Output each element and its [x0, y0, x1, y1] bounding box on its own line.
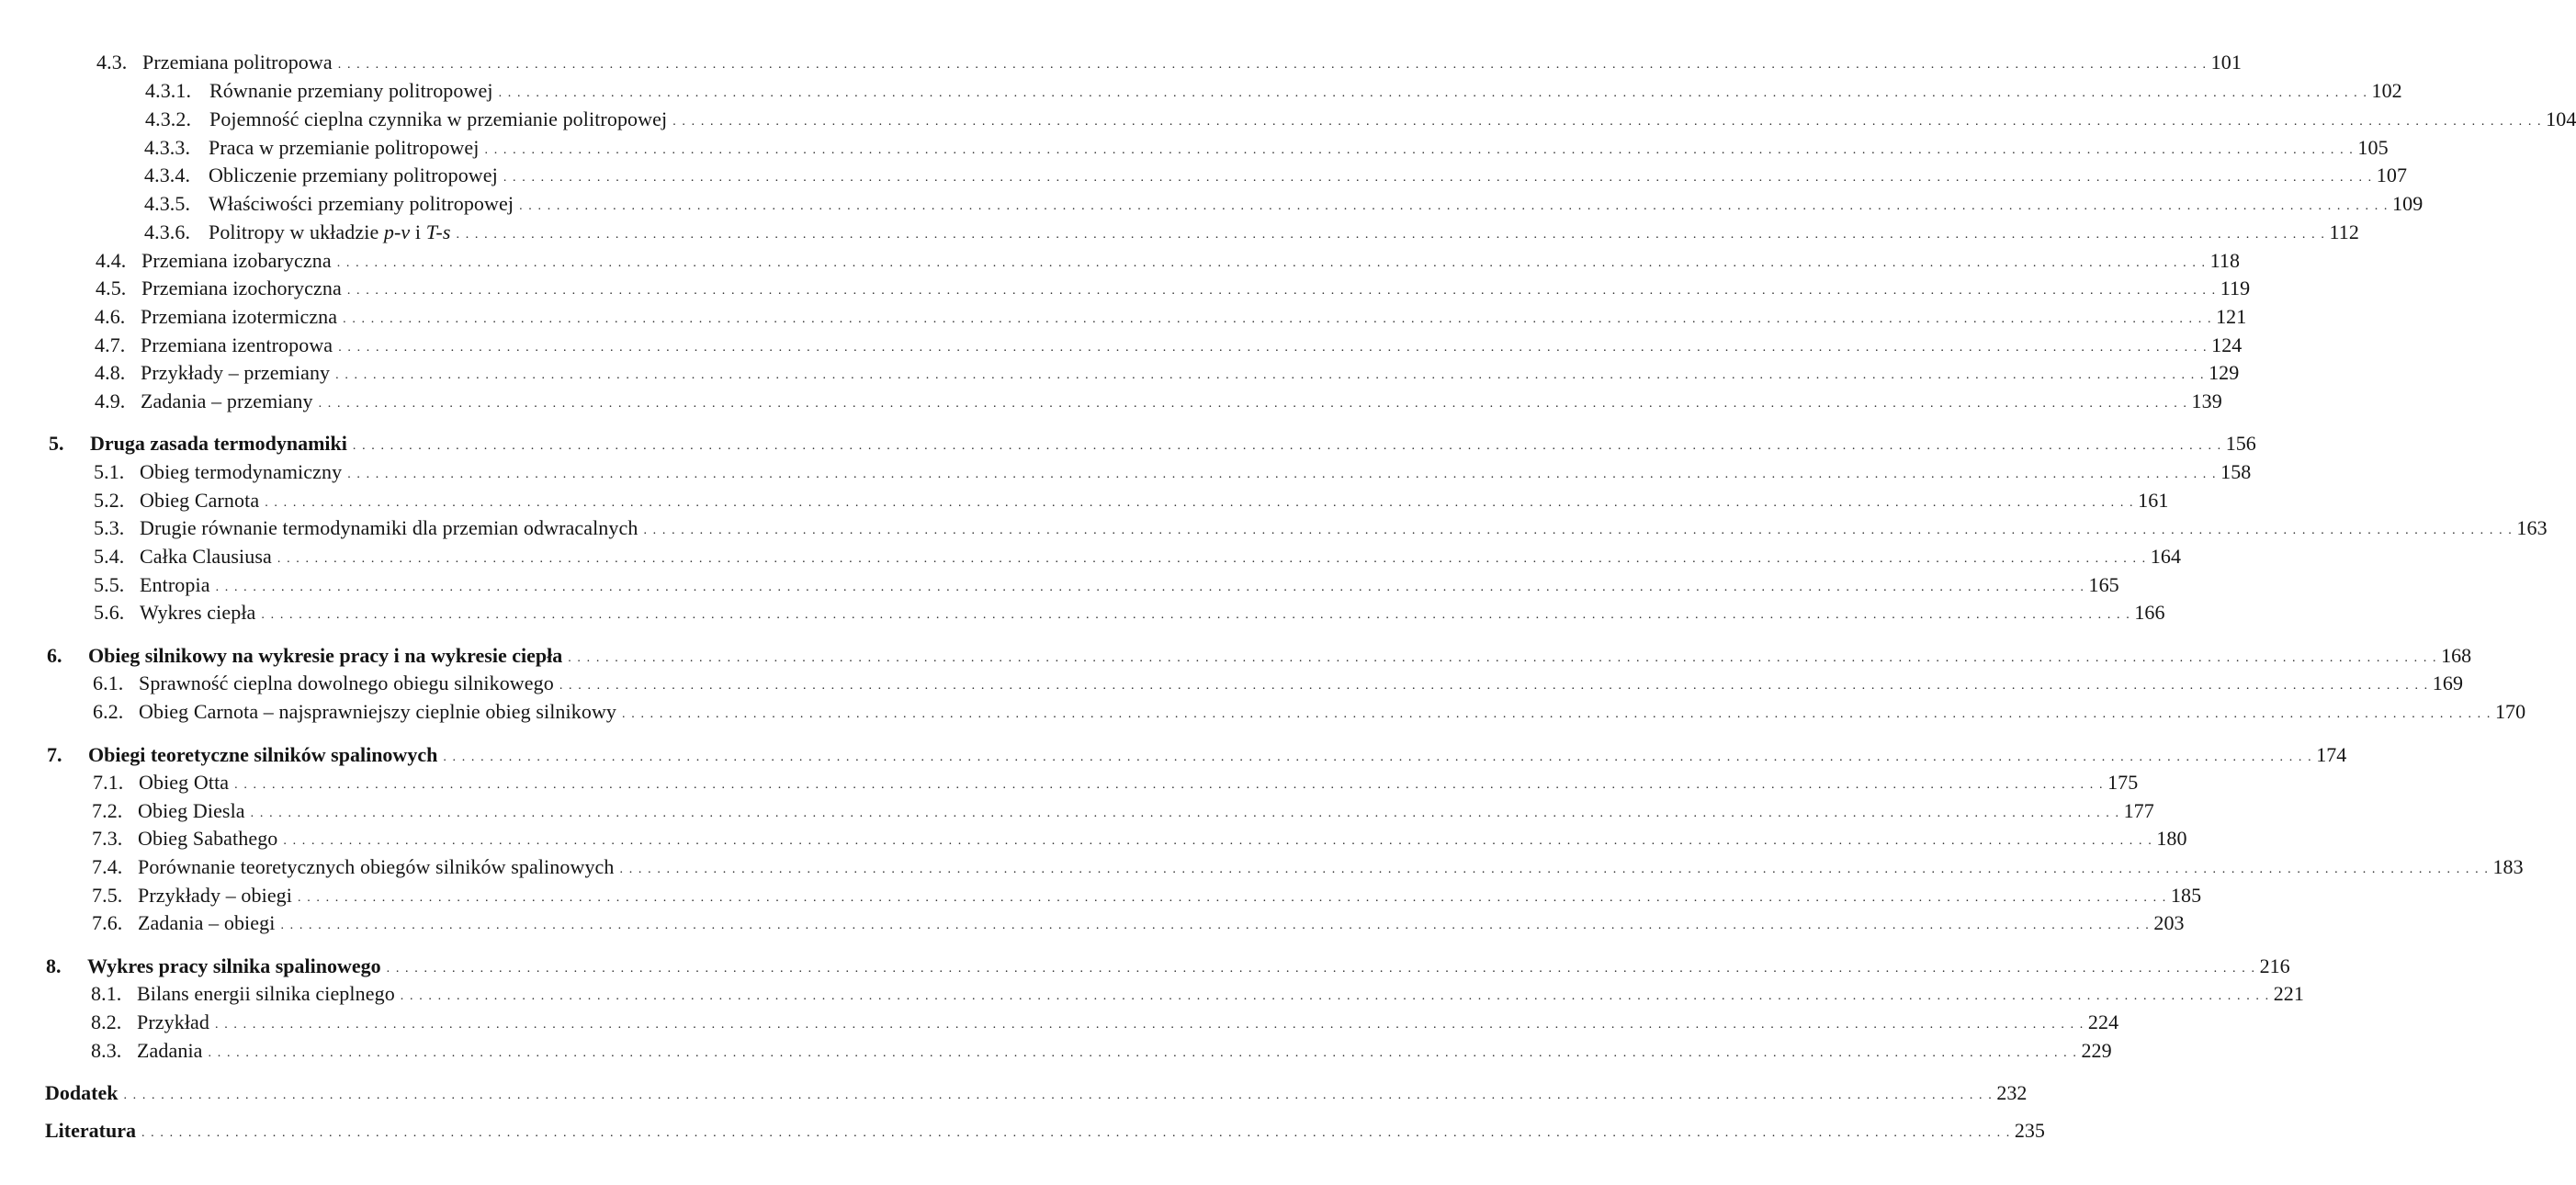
dot-leader: . . . . . . . . . . . . . . . . . . . . . . . . . . . . . . . . . . . . . . . . . . . . . . . . . . . . . . . . . . . . . . . . . . . . . . . . . . . . . . . . . . . . . . . . . . . . . . . . . . . . . . . . . . . . . . . . . . . . . . . . . . . . . . . . . . . . . . . . . . . . . . . . . . . . . . . . . . . . . . . . . . . . . . . . . . . . . . . . . . . . . . . . . . . . . . . . . . . . . . . . [215, 1018, 2085, 1032]
toc-entry-number: 6.2. [93, 700, 124, 723]
toc-entry-title: Przemiana izobaryczna [141, 249, 332, 272]
toc-entry-title: Wykres ciepła [140, 601, 256, 624]
toc-page-number: 161 [2138, 489, 2169, 512]
toc-entry-number: 4.8. [95, 361, 126, 384]
dot-leader: . . . . . . . . . . . . . . . . . . . . . . . . . . . . . . . . . . . . . . . . . . . . . . . . . . . . . . . . . . . . . . . . . . . . . . . . . . . . . . . . . . . . . . . . . . . . . . . . . . . . . . . . . . . . . . . . . . . . . . . . . . . . . . . . . . . . . . . . . . . . . . . . . . . . . . . . . . . . . . . . . . . . . . . . . . . . . . . . . . . . . . . . . . . . . . . . . . . . . . . . [386, 962, 2256, 976]
toc-page-number: 112 [2329, 220, 2359, 243]
toc-entry-number: 7.1. [93, 771, 124, 794]
toc-page-number: 105 [2357, 136, 2389, 159]
dot-leader: . . . . . . . . . . . . . . . . . . . . . . . . . . . . . . . . . . . . . . . . . . . . . . . . . . . . . . . . . . . . . . . . . . . . . . . . . . . . . . . . . . . . . . . . . . . . . . . . . . . . . . . . . . . . . . . . . . . . . . . . . . . . . . . . . . . . . . . . . . . . . . . . . . . . . . . . . . . . . . . . . . . . . . . . . . . . . . . . . . . . . . . . . . . . . . . . . . . . . . . . [519, 199, 2389, 213]
toc-entry-title: Praca w przemianie politropowej [209, 136, 480, 159]
toc-section-entry [93, 771, 2139, 798]
toc-entry-number: 4.3.6. [144, 220, 191, 243]
dot-leader: . . . . . . . . . . . . . . . . . . . . . . . . . . . . . . . . . . . . . . . . . . . . . . . . . . . . . . . . . . . . . . . . . . . . . . . . . . . . . . . . . . . . . . . . . . . . . . . . . . . . . . . . . . . . . . . . . . . . . . . . . . . . . . . . . . . . . . . . . . . . . . . . . . . . . . . . . . . . . . . . . . . . . . . . . . . . . . . . . . . . . . . . . . . . . . . . . . . . . . . . [643, 524, 2514, 537]
toc-page-number: 203 [2153, 911, 2185, 934]
toc-entry-title: Przykłady – przemiany [141, 361, 331, 384]
dot-leader: . . . . . . . . . . . . . . . . . . . . . . . . . . . . . . . . . . . . . . . . . . . . . . . . . . . . . . . . . . . . . . . . . . . . . . . . . . . . . . . . . . . . . . . . . . . . . . . . . . . . . . . . . . . . . . . . . . . . . . . . . . . . . . . . . . . . . . . . . . . . . . . . . . . . . . . . . . . . . . . . . . . . . . . . . . . . . . . . . . . . . . . . . . . . . . . . . . . . . . . . [265, 496, 2135, 510]
toc-section-entry [92, 827, 2187, 854]
toc-entry-number: 5.6. [94, 601, 125, 624]
toc-section-entry [144, 220, 2359, 248]
toc-entry-title: Zadania [137, 1039, 203, 1062]
toc-entry-title: Pojemność cieplna czynnika w przemianie politropowej [209, 107, 668, 130]
dot-leader: . . . . . . . . . . . . . . . . . . . . . . . . . . . . . . . . . . . . . . . . . . . . . . . . . . . . . . . . . . . . . . . . . . . . . . . . . . . . . . . . . . . . . . . . . . . . . . . . . . . . . . . . . . . . . . . . . . . . . . . . . . . . . . . . . . . . . . . . . . . . . . . . . . . . . . . . . . . . . . . . . . . . . . . . . . . . . . . . . . . . . . . . . . . . . . . . . . . . . . . . [277, 552, 2147, 566]
toc-section-entry [94, 460, 2252, 488]
toc-entry-number: 4.6. [95, 305, 126, 328]
toc-page-number: 221 [2273, 982, 2305, 1005]
toc-section-entry [144, 164, 2408, 191]
toc-entry-title: Przemiana izochoryczna [141, 276, 342, 299]
toc-chapter-entry [49, 432, 2256, 459]
toc-entry-title: Przykłady – obiegi [138, 884, 292, 907]
toc-entry-number: 7.3. [92, 827, 123, 850]
toc-section-entry [93, 672, 2464, 699]
toc-page-number: 232 [1996, 1081, 2028, 1104]
toc-page-number: 177 [2123, 799, 2154, 822]
dot-leader: . . . . . . . . . . . . . . . . . . . . . . . . . . . . . . . . . . . . . . . . . . . . . . . . . . . . . . . . . . . . . . . . . . . . . . . . . . . . . . . . . . . . . . . . . . . . . . . . . . . . . . . . . . . . . . . . . . . . . . . . . . . . . . . . . . . . . . . . . . . . . . . . . . . . . . . . . . . . . . . . . . . . . . . . . . . . . . . . . . . . . . . . . . . . . . . . . . . . . . . . [568, 651, 2438, 665]
toc-entry-number: 4.9. [95, 389, 126, 412]
dot-leader: . . . . . . . . . . . . . . . . . . . . . . . . . . . . . . . . . . . . . . . . . . . . . . . . . . . . . . . . . . . . . . . . . . . . . . . . . . . . . . . . . . . . . . . . . . . . . . . . . . . . . . . . . . . . . . . . . . . . . . . . . . . . . . . . . . . . . . . . . . . . . . . . . . . . . . . . . . . . . . . . . . . . . . . . . . . . . . . . . . . . . . . . . . . . . . . . . . . . . . . . [318, 397, 2188, 411]
toc-chapter-entry [47, 644, 2472, 672]
toc-entry-number: 4.3.3. [144, 136, 191, 159]
toc-entry-title: Obliczenie przemiany politropowej [209, 164, 498, 186]
dot-leader: . . . . . . . . . . . . . . . . . . . . . . . . . . . . . . . . . . . . . . . . . . . . . . . . . . . . . . . . . . . . . . . . . . . . . . . . . . . . . . . . . . . . . . . . . . . . . . . . . . . . . . . . . . . . . . . . . . . . . . . . . . . . . . . . . . . . . . . . . . . . . . . . . . . . . . . . . . . . . . . . . . . . . . . . . . . . . . . . . . . . . . . . . . . . . . . . . . . . . . . . [123, 1089, 1994, 1102]
toc-entry-number: 8. [46, 954, 62, 977]
toc-entry-number: 6.1. [93, 672, 124, 694]
toc-entry-number: 5. [49, 432, 64, 455]
toc-entry-title: Bilans energii silnika cieplnego [137, 982, 395, 1005]
toc-entry-title: Zadania – obiegi [138, 911, 276, 934]
toc-page-number: 185 [2170, 884, 2202, 907]
toc-entry-number: 5.1. [94, 460, 125, 483]
toc-section-entry [144, 192, 2423, 220]
toc-entry-title: Obieg termodynamiczny [140, 460, 343, 483]
toc-page-number: 229 [2081, 1039, 2112, 1062]
toc-section-entry [95, 333, 2243, 361]
toc-section-entry [93, 700, 2526, 728]
dot-leader: . . . . . . . . . . . . . . . . . . . . . . . . . . . . . . . . . . . . . . . . . . . . . . . . . . . . . . . . . . . . . . . . . . . . . . . . . . . . . . . . . . . . . . . . . . . . . . . . . . . . . . . . . . . . . . . . . . . . . . . . . . . . . . . . . . . . . . . . . . . . . . . . . . . . . . . . . . . . . . . . . . . . . . . . . . . . . . . . . . . . . . . . . . . . . . . . . . . . . . . . [250, 807, 2120, 820]
dot-leader: . . . . . . . . . . . . . . . . . . . . . . . . . . . . . . . . . . . . . . . . . . . . . . . . . . . . . . . . . . . . . . . . . . . . . . . . . . . . . . . . . . . . . . . . . . . . . . . . . . . . . . . . . . . . . . . . . . . . . . . . . . . . . . . . . . . . . . . . . . . . . . . . . . . . . . . . . . . . . . . . . . . . . . . . . . . . . . . . . . . . . . . . . . . . . . . . . . . . . . . . [619, 863, 2490, 876]
toc-section-entry [92, 911, 2185, 939]
dot-leader: . . . . . . . . . . . . . . . . . . . . . . . . . . . . . . . . . . . . . . . . . . . . . . . . . . . . . . . . . . . . . . . . . . . . . . . . . . . . . . . . . . . . . . . . . . . . . . . . . . . . . . . . . . . . . . . . . . . . . . . . . . . . . . . . . . . . . . . . . . . . . . . . . . . . . . . . . . . . . . . . . . . . . . . . . . . . . . . . . . . . . . . . . . . . . . . . . . . . . . . . [347, 468, 2218, 481]
dot-leader: . . . . . . . . . . . . . . . . . . . . . . . . . . . . . . . . . . . . . . . . . . . . . . . . . . . . . . . . . . . . . . . . . . . . . . . . . . . . . . . . . . . . . . . . . . . . . . . . . . . . . . . . . . . . . . . . . . . . . . . . . . . . . . . . . . . . . . . . . . . . . . . . . . . . . . . . . . . . . . . . . . . . . . . . . . . . . . . . . . . . . . . . . . . . . . . . . . . . . . . . [215, 581, 2085, 594]
toc-page-number: 168 [2441, 644, 2472, 667]
toc-entry-title: Obieg Carnota [140, 489, 260, 512]
toc-entry-title: Przykład [137, 1010, 210, 1033]
toc-page-number: 109 [2392, 192, 2423, 215]
toc-section-entry [91, 1039, 2112, 1066]
toc-entry-number: 5.5. [94, 573, 125, 596]
toc-page-number: 169 [2432, 672, 2464, 694]
toc-entry-number: 4.3.4. [144, 164, 191, 186]
dot-leader: . . . . . . . . . . . . . . . . . . . . . . . . . . . . . . . . . . . . . . . . . . . . . . . . . . . . . . . . . . . . . . . . . . . . . . . . . . . . . . . . . . . . . . . . . . . . . . . . . . . . . . . . . . . . . . . . . . . . . . . . . . . . . . . . . . . . . . . . . . . . . . . . . . . . . . . . . . . . . . . . . . . . . . . . . . . . . . . . . . . . . . . . . . . . . . . . . . . . . . . . [261, 608, 2131, 622]
toc-section-entry [96, 51, 2242, 78]
toc-page-number: 174 [2316, 743, 2347, 766]
toc-entry-title: Przemiana politropowa [142, 51, 333, 73]
toc-page-number: 124 [2211, 333, 2243, 356]
toc-page-number: 180 [2156, 827, 2187, 850]
toc-page-number: 107 [2376, 164, 2408, 186]
toc-section-entry [94, 516, 2548, 544]
toc-entry-number: 5.2. [94, 489, 125, 512]
dot-leader: . . . . . . . . . . . . . . . . . . . . . . . . . . . . . . . . . . . . . . . . . . . . . . . . . . . . . . . . . . . . . . . . . . . . . . . . . . . . . . . . . . . . . . . . . . . . . . . . . . . . . . . . . . . . . . . . . . . . . . . . . . . . . . . . . . . . . . . . . . . . . . . . . . . . . . . . . . . . . . . . . . . . . . . . . . . . . . . . . . . . . . . . . . . . . . . . . . . . . . . . [337, 58, 2208, 72]
toc-page-number: 119 [2220, 276, 2251, 299]
toc-entry-number: 7.5. [92, 884, 123, 907]
toc-page-number: 183 [2492, 855, 2524, 878]
toc-page-number: 216 [2259, 954, 2290, 977]
dot-leader: . . . . . . . . . . . . . . . . . . . . . . . . . . . . . . . . . . . . . . . . . . . . . . . . . . . . . . . . . . . . . . . . . . . . . . . . . . . . . . . . . . . . . . . . . . . . . . . . . . . . . . . . . . . . . . . . . . . . . . . . . . . . . . . . . . . . . . . . . . . . . . . . . . . . . . . . . . . . . . . . . . . . . . . . . . . . . . . . . . . . . . . . . . . . . . . . . . . . . . . . [141, 1126, 2011, 1140]
dot-leader: . . . . . . . . . . . . . . . . . . . . . . . . . . . . . . . . . . . . . . . . . . . . . . . . . . . . . . . . . . . . . . . . . . . . . . . . . . . . . . . . . . . . . . . . . . . . . . . . . . . . . . . . . . . . . . . . . . . . . . . . . . . . . . . . . . . . . . . . . . . . . . . . . . . . . . . . . . . . . . . . . . . . . . . . . . . . . . . . . . . . . . . . . . . . . . . . . . . . . . . . [559, 679, 2429, 693]
toc-entry-number: 8.2. [91, 1010, 122, 1033]
toc-section-entry [145, 79, 2402, 107]
toc-entry-number: 4.3. [96, 51, 128, 73]
toc-page-number: 175 [2107, 771, 2139, 794]
toc-entry-number: 4.3.2. [145, 107, 192, 130]
toc-entry-title: Obieg silnikowy na wykresie pracy i na wykresie ciepła [88, 644, 563, 667]
toc-entry-number: 4.5. [96, 276, 127, 299]
toc-chapter-entry [45, 1081, 2028, 1109]
toc-page-number: 121 [2216, 305, 2247, 328]
toc-entry-number: 6. [47, 644, 62, 667]
toc-entry-title: Obieg Sabathego [138, 827, 278, 850]
toc-entry-number: 8.1. [91, 982, 122, 1005]
dot-leader: . . . . . . . . . . . . . . . . . . . . . . . . . . . . . . . . . . . . . . . . . . . . . . . . . . . . . . . . . . . . . . . . . . . . . . . . . . . . . . . . . . . . . . . . . . . . . . . . . . . . . . . . . . . . . . . . . . . . . . . . . . . . . . . . . . . . . . . . . . . . . . . . . . . . . . . . . . . . . . . . . . . . . . . . . . . . . . . . . . . . . . . . . . . . . . . . . . . . . . . . [672, 115, 2543, 129]
toc-section-entry [92, 855, 2524, 883]
dot-leader: . . . . . . . . . . . . . . . . . . . . . . . . . . . . . . . . . . . . . . . . . . . . . . . . . . . . . . . . . . . . . . . . . . . . . . . . . . . . . . . . . . . . . . . . . . . . . . . . . . . . . . . . . . . . . . . . . . . . . . . . . . . . . . . . . . . . . . . . . . . . . . . . . . . . . . . . . . . . . . . . . . . . . . . . . . . . . . . . . . . . . . . . . . . . . . . . . . . . . . . . [208, 1046, 2078, 1060]
dot-leader: . . . . . . . . . . . . . . . . . . . . . . . . . . . . . . . . . . . . . . . . . . . . . . . . . . . . . . . . . . . . . . . . . . . . . . . . . . . . . . . . . . . . . . . . . . . . . . . . . . . . . . . . . . . . . . . . . . . . . . . . . . . . . . . . . . . . . . . . . . . . . . . . . . . . . . . . . . . . . . . . . . . . . . . . . . . . . . . . . . . . . . . . . . . . . . . . . . . . . . . . [234, 778, 2105, 792]
toc-entry-title: Właściwości przemiany politropowej [209, 192, 514, 215]
toc-entry-title: Dodatek [45, 1081, 119, 1104]
toc-page-number: 139 [2191, 389, 2222, 412]
toc-entry-number: 4.3.1. [145, 79, 192, 102]
toc-section-entry [91, 982, 2305, 1010]
toc-page-number: 158 [2220, 460, 2252, 483]
toc-page-number: 163 [2516, 516, 2548, 539]
toc-section-entry [145, 107, 2576, 135]
dot-leader: . . . . . . . . . . . . . . . . . . . . . . . . . . . . . . . . . . . . . . . . . . . . . . . . . . . . . . . . . . . . . . . . . . . . . . . . . . . . . . . . . . . . . . . . . . . . . . . . . . . . . . . . . . . . . . . . . . . . . . . . . . . . . . . . . . . . . . . . . . . . . . . . . . . . . . . . . . . . . . . . . . . . . . . . . . . . . . . . . . . . . . . . . . . . . . . . . . . . . . . . [400, 989, 2270, 1003]
toc-entry-number: 5.4. [94, 545, 125, 568]
dot-leader: . . . . . . . . . . . . . . . . . . . . . . . . . . . . . . . . . . . . . . . . . . . . . . . . . . . . . . . . . . . . . . . . . . . . . . . . . . . . . . . . . . . . . . . . . . . . . . . . . . . . . . . . . . . . . . . . . . . . . . . . . . . . . . . . . . . . . . . . . . . . . . . . . . . . . . . . . . . . . . . . . . . . . . . . . . . . . . . . . . . . . . . . . . . . . . . . . . . . . . . . [622, 707, 2491, 721]
toc-entry-title: Drugie równanie termodynamiki dla przemian odwracalnych [140, 516, 638, 539]
toc-entry-title: Całka Clausiusa [140, 545, 272, 568]
toc-entry-title: Równanie przemiany politropowej [209, 79, 493, 102]
toc-page-number: 102 [2371, 79, 2402, 102]
toc-entry-number: 4.3.5. [144, 192, 191, 215]
toc-entry-number: 7.6. [92, 911, 123, 934]
dot-leader: . . . . . . . . . . . . . . . . . . . . . . . . . . . . . . . . . . . . . . . . . . . . . . . . . . . . . . . . . . . . . . . . . . . . . . . . . . . . . . . . . . . . . . . . . . . . . . . . . . . . . . . . . . . . . . . . . . . . . . . . . . . . . . . . . . . . . . . . . . . . . . . . . . . . . . . . . . . . . . . . . . . . . . . . . . . . . . . . . . . . . . . . . . . . . . . . . . . . . . . . [335, 368, 2206, 382]
toc-entry-title: Obieg Carnota – najsprawniejszy cieplnie obieg silnikowy [139, 700, 617, 723]
toc-entry-title: Obieg Otta [139, 771, 230, 794]
toc-entry-number: 7. [47, 743, 62, 766]
toc-section-entry [94, 545, 2182, 572]
toc-section-entry [94, 489, 2169, 516]
toc-entry-title: Sprawność cieplna dowolnego obiegu silnikowego [139, 672, 554, 694]
toc-page-number: 166 [2134, 601, 2165, 624]
toc-page-number: 101 [2210, 51, 2242, 73]
toc-section-entry [92, 884, 2202, 911]
dot-leader: . . . . . . . . . . . . . . . . . . . . . . . . . . . . . . . . . . . . . . . . . . . . . . . . . . . . . . . . . . . . . . . . . . . . . . . . . . . . . . . . . . . . . . . . . . . . . . . . . . . . . . . . . . . . . . . . . . . . . . . . . . . . . . . . . . . . . . . . . . . . . . . . . . . . . . . . . . . . . . . . . . . . . . . . . . . . . . . . . . . . . . . . . . . . . . . . . . . . . . . . [456, 228, 2326, 242]
toc-entry-number: 7.2. [92, 799, 123, 822]
toc-section-entry [91, 1010, 2119, 1038]
toc-entry-title: Wykres pracy silnika spalinowego [87, 954, 381, 977]
toc-entry-number: 4.4. [96, 249, 127, 272]
dot-leader: . . . . . . . . . . . . . . . . . . . . . . . . . . . . . . . . . . . . . . . . . . . . . . . . . . . . . . . . . . . . . . . . . . . . . . . . . . . . . . . . . . . . . . . . . . . . . . . . . . . . . . . . . . . . . . . . . . . . . . . . . . . . . . . . . . . . . . . . . . . . . . . . . . . . . . . . . . . . . . . . . . . . . . . . . . . . . . . . . . . . . . . . . . . . . . . . . . . . . . . . [298, 891, 2167, 905]
toc-entry-number: 7.4. [92, 855, 123, 878]
toc-entry-title: Obiegi teoretyczne silników spalinowych [88, 743, 438, 766]
toc-entry-title: Politropy w układzie p-v i T-s [209, 220, 451, 243]
toc-chapter-entry [47, 743, 2347, 771]
toc-entry-title: Porównanie teoretycznych obiegów silników spalinowych [138, 855, 615, 878]
toc-page-number: 104 [2546, 107, 2576, 130]
dot-leader: . . . . . . . . . . . . . . . . . . . . . . . . . . . . . . . . . . . . . . . . . . . . . . . . . . . . . . . . . . . . . . . . . . . . . . . . . . . . . . . . . . . . . . . . . . . . . . . . . . . . . . . . . . . . . . . . . . . . . . . . . . . . . . . . . . . . . . . . . . . . . . . . . . . . . . . . . . . . . . . . . . . . . . . . . . . . . . . . . . . . . . . . . . . . . . . . . . . . . . . . [283, 834, 2153, 848]
toc-section-entry [95, 389, 2222, 417]
toc-section-entry [94, 573, 2119, 601]
toc-page-number: 170 [2494, 700, 2526, 723]
toc-chapter-entry [45, 1119, 2045, 1146]
toc-entry-title: Przemiana izentropowa [141, 333, 333, 356]
dot-leader: . . . . . . . . . . . . . . . . . . . . . . . . . . . . . . . . . . . . . . . . . . . . . . . . . . . . . . . . . . . . . . . . . . . . . . . . . . . . . . . . . . . . . . . . . . . . . . . . . . . . . . . . . . . . . . . . . . . . . . . . . . . . . . . . . . . . . . . . . . . . . . . . . . . . . . . . . . . . . . . . . . . . . . . . . . . . . . . . . . . . . . . . . . . . . . . . . . . . . . . . [338, 341, 2209, 355]
toc-section-entry [95, 305, 2247, 333]
dot-leader: . . . . . . . . . . . . . . . . . . . . . . . . . . . . . . . . . . . . . . . . . . . . . . . . . . . . . . . . . . . . . . . . . . . . . . . . . . . . . . . . . . . . . . . . . . . . . . . . . . . . . . . . . . . . . . . . . . . . . . . . . . . . . . . . . . . . . . . . . . . . . . . . . . . . . . . . . . . . . . . . . . . . . . . . . . . . . . . . . . . . . . . . . . . . . . . . . . . . . . . . [346, 284, 2217, 298]
toc-entry-title: Zadania – przemiany [141, 389, 313, 412]
toc-entry-title: Druga zasada termodynamiki [90, 432, 347, 455]
toc-chapter-entry [46, 954, 2290, 982]
toc-entry-title: Obieg Diesla [138, 799, 245, 822]
toc-page-number: 224 [2087, 1010, 2119, 1033]
toc-page-number: 165 [2088, 573, 2119, 596]
toc-page-number: 164 [2150, 545, 2182, 568]
toc-section-entry [95, 361, 2240, 389]
toc-entry-title: Przemiana izotermiczna [141, 305, 338, 328]
toc-page-number: 156 [2225, 432, 2256, 455]
dot-leader: . . . . . . . . . . . . . . . . . . . . . . . . . . . . . . . . . . . . . . . . . . . . . . . . . . . . . . . . . . . . . . . . . . . . . . . . . . . . . . . . . . . . . . . . . . . . . . . . . . . . . . . . . . . . . . . . . . . . . . . . . . . . . . . . . . . . . . . . . . . . . . . . . . . . . . . . . . . . . . . . . . . . . . . . . . . . . . . . . . . . . . . . . . . . . . . . . . . . . . . . [280, 919, 2151, 932]
toc-section-entry [96, 276, 2251, 304]
toc-page-number: 129 [2209, 361, 2240, 384]
toc-entry-title: Entropia [140, 573, 210, 596]
dot-leader: . . . . . . . . . . . . . . . . . . . . . . . . . . . . . . . . . . . . . . . . . . . . . . . . . . . . . . . . . . . . . . . . . . . . . . . . . . . . . . . . . . . . . . . . . . . . . . . . . . . . . . . . . . . . . . . . . . . . . . . . . . . . . . . . . . . . . . . . . . . . . . . . . . . . . . . . . . . . . . . . . . . . . . . . . . . . . . . . . . . . . . . . . . . . . . . . . . . . . . . . [503, 171, 2373, 185]
toc-entry-title: Literatura [45, 1119, 136, 1142]
toc-page-number: 118 [2209, 249, 2241, 272]
dot-leader: . . . . . . . . . . . . . . . . . . . . . . . . . . . . . . . . . . . . . . . . . . . . . . . . . . . . . . . . . . . . . . . . . . . . . . . . . . . . . . . . . . . . . . . . . . . . . . . . . . . . . . . . . . . . . . . . . . . . . . . . . . . . . . . . . . . . . . . . . . . . . . . . . . . . . . . . . . . . . . . . . . . . . . . . . . . . . . . . . . . . . . . . . . . . . . . . . . . . . . . . [443, 750, 2313, 764]
toc-entry-number: 4.7. [95, 333, 126, 356]
toc-entry-number: 8.3. [91, 1039, 122, 1062]
dot-leader: . . . . . . . . . . . . . . . . . . . . . . . . . . . . . . . . . . . . . . . . . . . . . . . . . . . . . . . . . . . . . . . . . . . . . . . . . . . . . . . . . . . . . . . . . . . . . . . . . . . . . . . . . . . . . . . . . . . . . . . . . . . . . . . . . . . . . . . . . . . . . . . . . . . . . . . . . . . . . . . . . . . . . . . . . . . . . . . . . . . . . . . . . . . . . . . . . . . . . . . . [498, 86, 2368, 100]
toc-section-entry [144, 136, 2389, 164]
toc-section-entry [94, 601, 2165, 628]
toc-entry-number: 5.3. [94, 516, 125, 539]
dot-leader: . . . . . . . . . . . . . . . . . . . . . . . . . . . . . . . . . . . . . . . . . . . . . . . . . . . . . . . . . . . . . . . . . . . . . . . . . . . . . . . . . . . . . . . . . . . . . . . . . . . . . . . . . . . . . . . . . . . . . . . . . . . . . . . . . . . . . . . . . . . . . . . . . . . . . . . . . . . . . . . . . . . . . . . . . . . . . . . . . . . . . . . . . . . . . . . . . . . . . . . . [484, 143, 2355, 157]
dot-leader: . . . . . . . . . . . . . . . . . . . . . . . . . . . . . . . . . . . . . . . . . . . . . . . . . . . . . . . . . . . . . . . . . . . . . . . . . . . . . . . . . . . . . . . . . . . . . . . . . . . . . . . . . . . . . . . . . . . . . . . . . . . . . . . . . . . . . . . . . . . . . . . . . . . . . . . . . . . . . . . . . . . . . . . . . . . . . . . . . . . . . . . . . . . . . . . . . . . . . . . . [336, 256, 2207, 270]
toc-page-number: 235 [2014, 1119, 2045, 1142]
dot-leader: . . . . . . . . . . . . . . . . . . . . . . . . . . . . . . . . . . . . . . . . . . . . . . . . . . . . . . . . . . . . . . . . . . . . . . . . . . . . . . . . . . . . . . . . . . . . . . . . . . . . . . . . . . . . . . . . . . . . . . . . . . . . . . . . . . . . . . . . . . . . . . . . . . . . . . . . . . . . . . . . . . . . . . . . . . . . . . . . . . . . . . . . . . . . . . . . . . . . . . . . [343, 312, 2213, 326]
toc-section-entry [92, 799, 2154, 827]
toc-section-entry [96, 249, 2241, 276]
dot-leader: . . . . . . . . . . . . . . . . . . . . . . . . . . . . . . . . . . . . . . . . . . . . . . . . . . . . . . . . . . . . . . . . . . . . . . . . . . . . . . . . . . . . . . . . . . . . . . . . . . . . . . . . . . . . . . . . . . . . . . . . . . . . . . . . . . . . . . . . . . . . . . . . . . . . . . . . . . . . . . . . . . . . . . . . . . . . . . . . . . . . . . . . . . . . . . . . . . . . . . . . [352, 439, 2222, 453]
